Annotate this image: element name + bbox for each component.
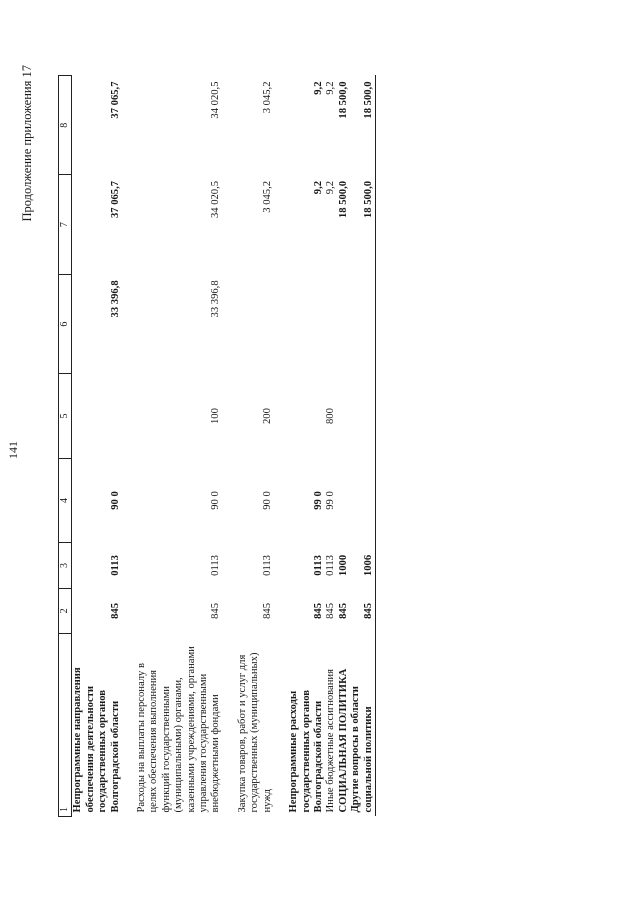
row-spacer [223, 76, 237, 817]
table-row [325, 76, 337, 817]
amount-year1-cell: 33 396,8 [109, 280, 121, 318]
header-cell: 4 [59, 458, 72, 542]
section-code-cell: 0113 [325, 555, 337, 576]
amount-year3-cell: 37 065,7 [109, 81, 121, 119]
ministry-code-cell: 845 [337, 602, 349, 619]
header-cell: 2 [59, 588, 72, 633]
article-code-cell [350, 458, 375, 542]
ministry-code-cell: 845 [109, 602, 121, 619]
amount-year2-cell: 37 065,7 [109, 180, 121, 219]
row-spacer [122, 76, 136, 817]
section-code-cell: 1000 [337, 554, 349, 577]
expense-type-cell: 200 [261, 408, 273, 424]
header-cell: 5 [59, 374, 72, 459]
header-cell: 6 [59, 274, 72, 373]
spacer-cell [223, 458, 237, 542]
spacer-cell [223, 588, 237, 633]
spacer-cell [223, 274, 237, 373]
row-name-cell: Непрограммные расходы государственных органов Волгоградской области [288, 690, 324, 813]
spacer-cell [274, 458, 288, 542]
amount-year3-cell: 3 045,2 [261, 81, 273, 114]
expense-type-cell: 100 [210, 408, 222, 424]
spacer-cell [223, 543, 237, 589]
ministry-code-cell: 845 [350, 588, 375, 633]
ministry-code-cell: 845 [325, 602, 337, 619]
section-code-cell: 0113 [261, 555, 273, 576]
page-number: 141 [6, 441, 20, 459]
amount-year1-cell [325, 274, 337, 373]
amount-year2-cell: 18 500,0 [337, 180, 349, 219]
section-code-cell: 0113 [109, 555, 121, 576]
spacer-cell [274, 175, 288, 274]
spacer-cell [274, 274, 288, 373]
amount-year3-cell: 9,2 [325, 81, 337, 95]
spacer-cell [122, 175, 136, 274]
spacer-cell [122, 458, 136, 542]
amount-year1-cell [288, 274, 325, 373]
section-code-cell: 1006 [350, 543, 375, 589]
header-cell: 7 [59, 175, 72, 274]
amount-year2-cell: 9,2 [312, 180, 324, 195]
budget-table [58, 75, 376, 817]
header-cell: 8 [59, 76, 72, 175]
header-cell: 1 [59, 634, 72, 817]
spacer-cell [274, 588, 288, 633]
header-cell: 3 [59, 543, 72, 589]
expense-type-cell [288, 374, 325, 459]
spacer-cell [122, 374, 136, 459]
table-body [72, 76, 376, 817]
spacer-cell [223, 175, 237, 274]
spacer-cell [122, 588, 136, 633]
article-code-cell: 99 0 [312, 491, 324, 510]
spacer-cell [274, 543, 288, 589]
row-name-cell: Закупка товаров, работ и услуг для государственных (муниципальных) нужд [236, 652, 273, 813]
spacer-cell [223, 76, 237, 175]
amount-year2-cell: 9,2 [325, 180, 337, 195]
row-name-cell: Расходы на выплаты персоналу в целях обеспечения выполнения функций государственными (муниципальными) органами, казенными учреждениями, органами управления государственными внебюджетными фондами [136, 646, 222, 813]
spacer-cell [274, 634, 288, 817]
row-name-cell: Другие вопросы в области социальной политики [350, 634, 375, 817]
row-name-cell: Иные бюджетные ассигнования [325, 669, 337, 813]
spacer-cell [274, 76, 288, 175]
ministry-code-cell: 845 [312, 602, 324, 619]
ministry-code-cell: 845 [261, 602, 273, 619]
spacer-cell [122, 274, 136, 373]
expense-type-cell [350, 374, 375, 459]
table-row [350, 76, 375, 817]
appendix-caption: Продолжение приложения 17 [20, 65, 34, 222]
ministry-code-cell: 845 [210, 602, 222, 619]
expense-type-cell [338, 374, 350, 459]
table-row [72, 76, 122, 817]
amount-year2-cell: 3 045,2 [261, 180, 273, 213]
spacer-cell [122, 76, 136, 175]
article-code-cell: 90 0 [261, 491, 273, 510]
amount-year1-cell [338, 274, 350, 373]
table-row [288, 76, 325, 817]
spacer-cell [122, 543, 136, 589]
row-spacer [274, 76, 288, 817]
amount-year3-cell: 18 500,0 [350, 76, 375, 175]
header-row [59, 76, 72, 817]
table-row [338, 76, 350, 817]
amount-year1-cell [350, 274, 375, 373]
amount-year1-cell [237, 274, 274, 373]
spacer-cell [223, 374, 237, 459]
article-code-cell [338, 458, 350, 542]
section-code-cell: 0113 [312, 555, 324, 576]
amount-year2-cell: 34 020,5 [210, 180, 222, 219]
article-code-cell: 90 0 [210, 491, 222, 510]
section-code-cell: 0113 [210, 555, 222, 576]
article-code-cell: 99 0 [325, 491, 337, 510]
expense-type-cell: 800 [325, 408, 337, 424]
amount-year3-cell: 18 500,0 [337, 81, 349, 119]
spacer-cell [223, 634, 237, 817]
amount-year1-cell: 33 396,8 [210, 280, 222, 318]
spacer-cell [122, 634, 136, 817]
expense-type-cell [72, 374, 122, 459]
article-code-cell: 90 0 [109, 491, 121, 510]
amount-year3-cell: 9,2 [312, 81, 324, 95]
amount-year2-cell: 18 500,0 [350, 175, 375, 274]
row-name-cell: СОЦИАЛЬНАЯ ПОЛИТИКА [337, 668, 349, 813]
spacer-cell [274, 374, 288, 459]
amount-year3-cell: 34 020,5 [210, 81, 222, 119]
table-row [237, 76, 274, 817]
table-row [136, 76, 223, 817]
row-name-cell: Непрограммные направления обеспечения деятельности государственных органов Волгоградской области [72, 667, 121, 813]
